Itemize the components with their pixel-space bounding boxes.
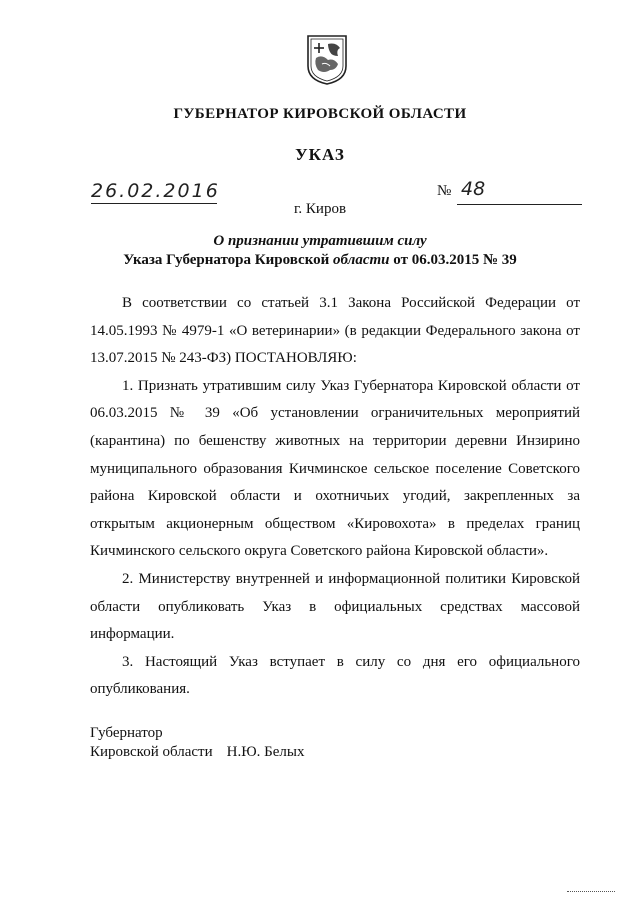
subject-line-2 bbox=[0, 251, 640, 270]
document-type: УКАЗ bbox=[295, 145, 345, 164]
clause-3-paragraph: 3. Настоящий Указ вступает в силу со дня его официального опубликования. bbox=[90, 653, 580, 698]
issuer-title: ГУБЕРНАТОР КИРОВСКОЙ ОБЛАСТИ bbox=[173, 106, 467, 122]
clause-2-paragraph: 2. Министерству внутренней и информационной политики Кировской области опубликовать Указ в официальных средствах массовой информации. bbox=[90, 570, 580, 643]
signature-block bbox=[90, 742, 304, 762]
city: г. Киров bbox=[293, 201, 347, 217]
document-date: 26.02.2016 bbox=[91, 180, 220, 202]
subject-line-2-suffix: от 06.03.2015 № 39 bbox=[393, 252, 517, 268]
coat-of-arms-icon bbox=[306, 34, 348, 86]
preamble-paragraph: В соответствии со статьей 3.1 Закона Российской Федерации от 14.05.1993 № 4979-1 «О ветеринарии» (в редакции Федерального закона от 13.07.2015 № 243-ФЗ) ПОСТАНОВЛЯЮ: bbox=[90, 295, 580, 367]
subject-line-1: О признании утратившим силу bbox=[213, 233, 427, 249]
footer-dotted-line bbox=[567, 891, 615, 892]
signature-position-line-2: Кировской области bbox=[90, 744, 213, 760]
number-label: № bbox=[437, 183, 452, 199]
signature-position-line-1: Губернатор bbox=[90, 725, 163, 741]
document-body bbox=[90, 290, 580, 704]
signatory-name: Н.Ю. Белых bbox=[226, 744, 305, 760]
clause-1-paragraph: 1. Признать утратившим силу Указ Губернатора Кировской области от 06.03.2015 № 39 «Об установлении ограничительных мероприятий (карантина) по бешенству животных на территории деревни Инзирино муниципального образования Кичминское сельское поселение Советского района Кировской области и охотничьих угодий, закрепленных за открытым акционерным обществом «Кировохота» в пределах границ Кичминского сельского округа Советского района Кировской области». bbox=[90, 377, 580, 560]
subject-line-2-italic: области bbox=[333, 252, 390, 268]
document-number: 48 bbox=[461, 178, 486, 200]
subject-line-2-prefix: Указа Губернатора Кировской bbox=[123, 252, 330, 268]
